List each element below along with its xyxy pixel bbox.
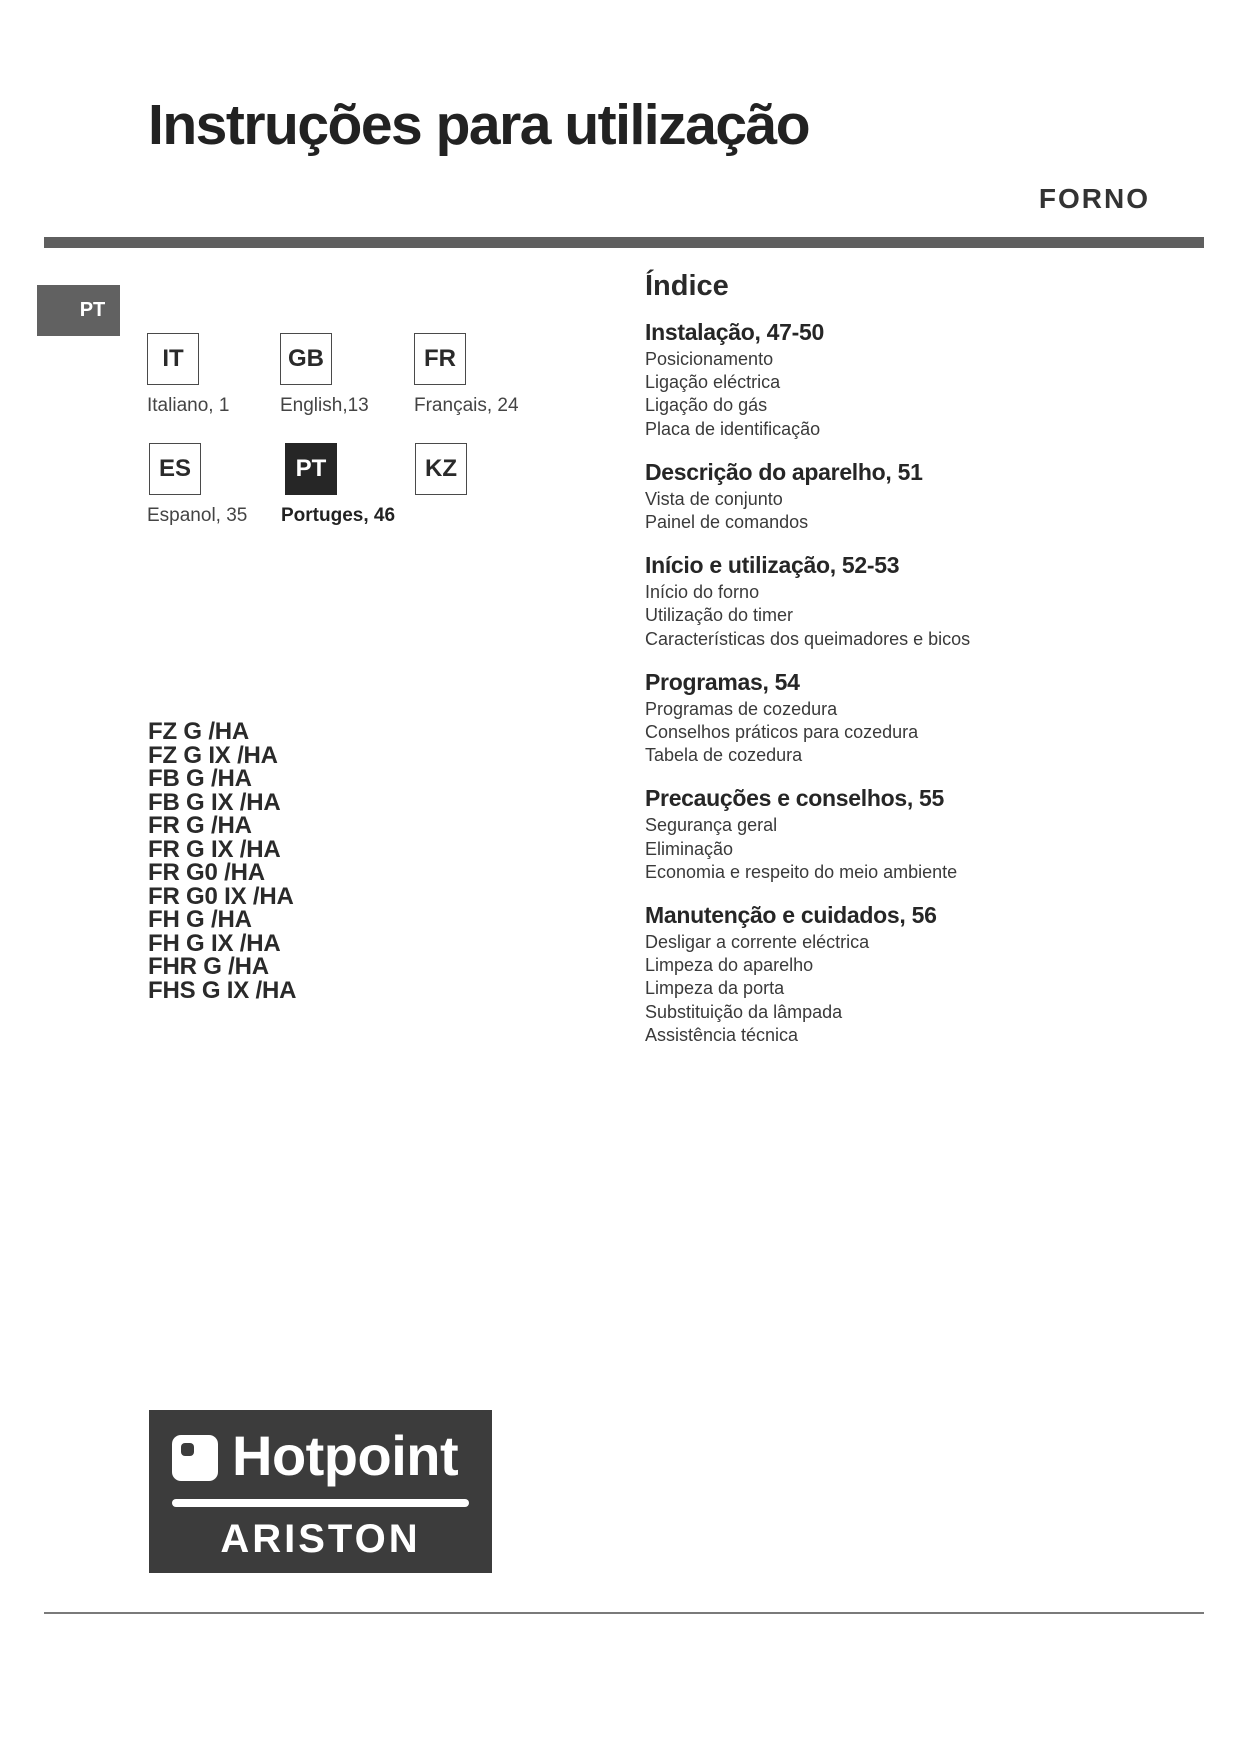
model-name: FZ G /HA: [148, 718, 250, 745]
index-title: Índice: [645, 270, 729, 302]
page-title: Instruções para utilização: [148, 93, 810, 157]
language-item-gb[interactable]: [280, 333, 420, 417]
language-code: IT: [147, 333, 199, 385]
section-item[interactable]: Desligar a corrente eléctrica: [645, 932, 870, 953]
language-item-fr[interactable]: [414, 333, 554, 417]
section-item[interactable]: Ligação do gás: [645, 395, 768, 416]
section-item[interactable]: Ligação eléctrica: [645, 372, 781, 393]
model-name: FHR G /HA: [148, 953, 269, 980]
logo-bar: [172, 1499, 469, 1507]
section-item[interactable]: Limpeza do aparelho: [645, 955, 814, 976]
language-item-pt[interactable]: [281, 443, 425, 527]
section-item[interactable]: Eliminação: [645, 838, 734, 859]
language-item-es[interactable]: [149, 443, 289, 527]
index-section-installation: [645, 319, 1205, 441]
section-heading[interactable]: Instalação, 47-50: [645, 319, 825, 345]
section-item[interactable]: Programas de cozedura: [645, 698, 838, 719]
logo-sub-text: ARISTON: [220, 1517, 421, 1561]
language-code: ES: [149, 443, 201, 495]
index-section-start-use: [645, 552, 1205, 651]
language-item-kz[interactable]: [415, 443, 555, 505]
model-name: FH G /HA: [148, 906, 252, 933]
bottom-divider: [44, 1612, 1204, 1614]
language-item-it[interactable]: [147, 333, 287, 417]
section-item[interactable]: Segurança geral: [645, 815, 778, 836]
table-of-contents: [645, 270, 1205, 1065]
section-heading[interactable]: Início e utilização, 52-53: [645, 552, 900, 579]
model-name: FR G0 IX /HA: [148, 882, 294, 910]
section-item[interactable]: Início do forno: [645, 582, 760, 603]
section-item[interactable]: Placa de identificação: [645, 418, 821, 439]
language-tab: PT: [37, 285, 120, 336]
language-label: Portuges, 46: [281, 505, 396, 526]
section-heading[interactable]: Precauções e conselhos, 55: [645, 785, 945, 812]
index-section-programs: [645, 669, 1205, 768]
model-list: [148, 720, 296, 1002]
model-name: FZ G IX /HA: [148, 741, 278, 769]
index-section-description: [645, 459, 1205, 534]
model-name: FB G /HA: [148, 765, 252, 792]
logo-brand-text: Hotpoint: [232, 1424, 459, 1487]
section-item[interactable]: Vista de conjunto: [645, 488, 783, 509]
section-item[interactable]: Substituição da lâmpada: [645, 1001, 843, 1022]
language-code: KZ: [415, 443, 467, 495]
language-label: Espanol, 35: [147, 505, 248, 526]
section-item[interactable]: Utilização do timer: [645, 605, 794, 626]
index-section-precautions: [645, 785, 1205, 884]
model-name: FHS G IX /HA: [148, 976, 297, 1004]
language-code: FR: [414, 333, 466, 385]
logo-mark-icon: [172, 1435, 218, 1481]
product-label: FORNO: [1038, 183, 1150, 214]
language-label: Français, 24: [414, 395, 519, 416]
section-heading[interactable]: Descrição do aparelho, 51: [645, 458, 923, 485]
section-item[interactable]: Limpeza da porta: [645, 978, 785, 999]
top-divider: [44, 237, 1204, 248]
section-item[interactable]: Tabela de cozedura: [645, 745, 803, 766]
section-item[interactable]: Características dos queimadores e bicos: [645, 628, 971, 649]
section-item[interactable]: Assistência técnica: [645, 1024, 799, 1045]
language-code: PT: [285, 443, 337, 495]
section-item[interactable]: Painel de comandos: [645, 512, 809, 533]
language-label: English,13: [280, 395, 369, 416]
model-name: FB G IX /HA: [148, 788, 281, 816]
model-name: FR G0 /HA: [148, 859, 265, 886]
model-name: FR G IX /HA: [148, 835, 281, 863]
section-heading[interactable]: Manutenção e cuidados, 56: [645, 902, 937, 929]
section-item[interactable]: Posicionamento: [645, 349, 774, 369]
section-heading[interactable]: Programas, 54: [645, 668, 800, 695]
model-name: FH G IX /HA: [148, 929, 281, 957]
language-label: Italiano, 1: [147, 395, 230, 416]
section-item[interactable]: Economia e respeito do meio ambiente: [645, 861, 958, 882]
index-section-maintenance: [645, 902, 1205, 1047]
brand-logo: [149, 1410, 492, 1573]
section-item[interactable]: Conselhos práticos para cozedura: [645, 722, 919, 743]
language-code: GB: [280, 333, 332, 385]
model-name: FR G /HA: [148, 812, 252, 839]
